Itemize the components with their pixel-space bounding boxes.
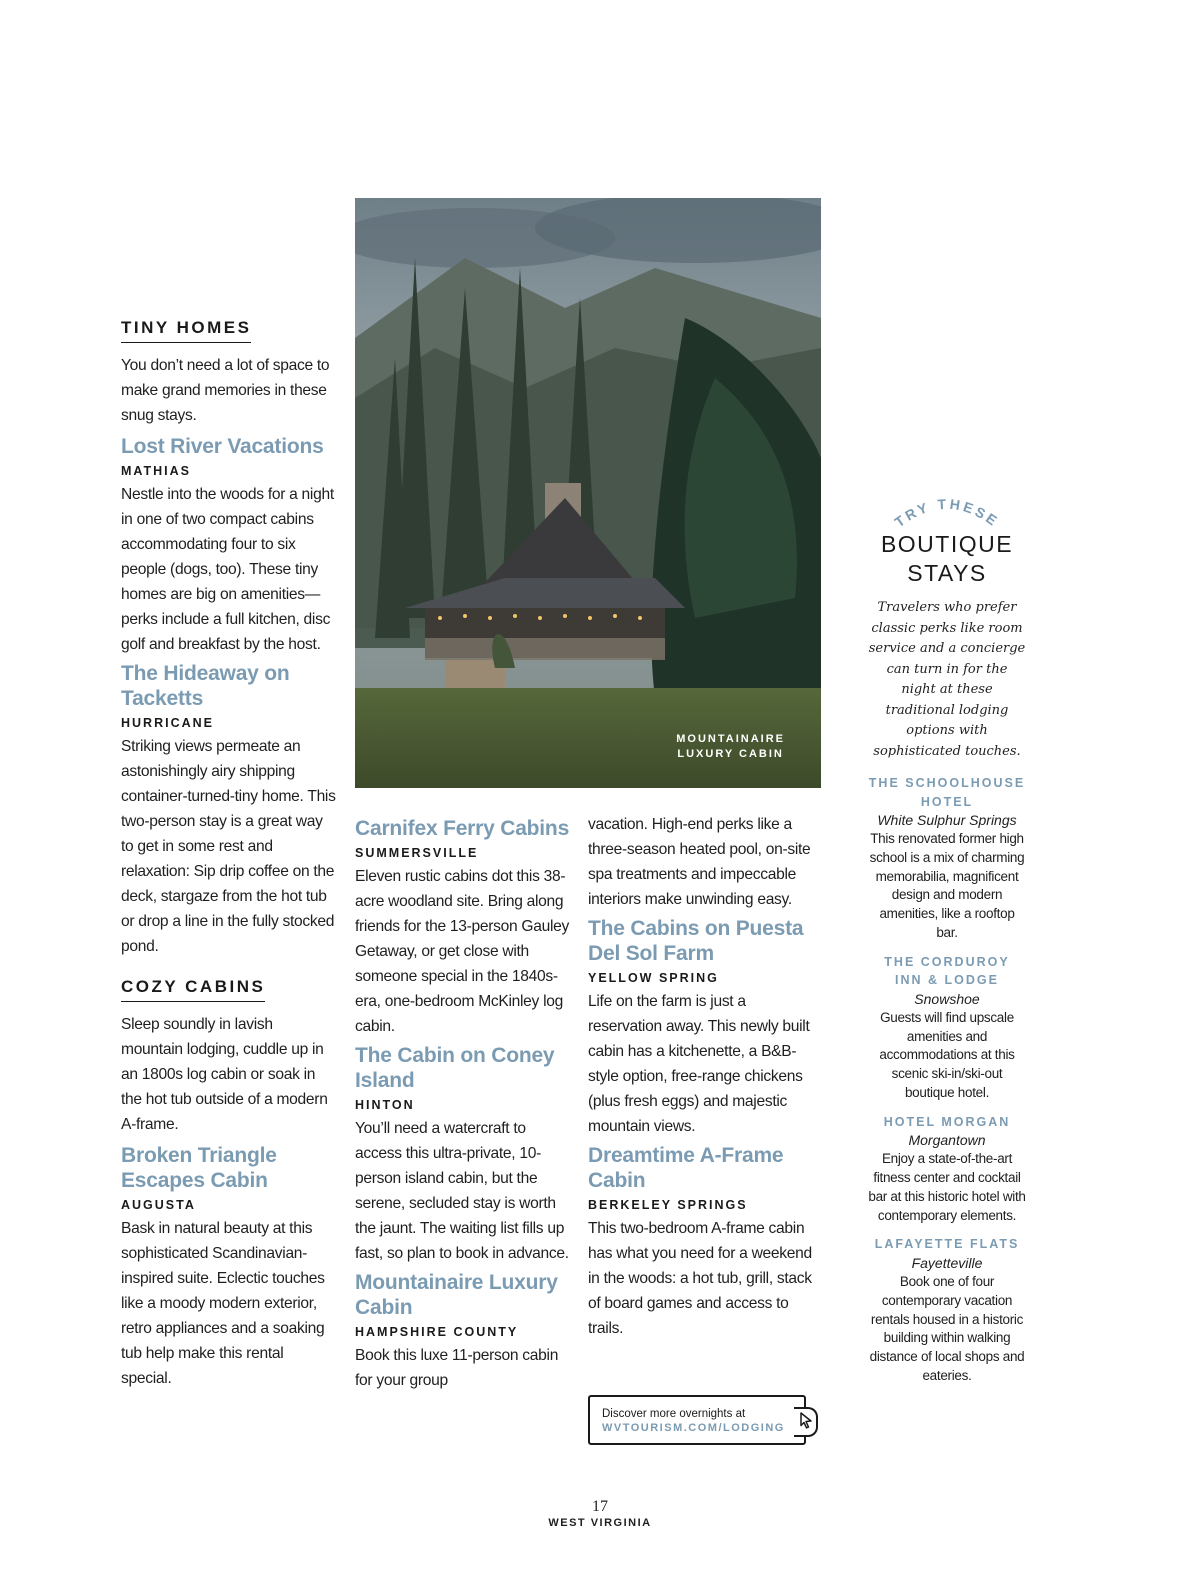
publication-name: WEST VIRGINIA [548,1517,652,1529]
lodging-link[interactable]: WVTOURISM.COM/LODGING [602,1422,785,1434]
page-footer [0,1498,1200,1530]
listing-title: The Hideaway on Tacketts [121,662,290,710]
listing-title: Mountainaire Luxury Cabin [355,1271,558,1319]
listing-description: This two-bedroom A-frame cabin has what you need for a weekend in the woods: a hot tub, grill, stack of board games and access to trails. [588,1220,812,1337]
hotel-description: This renovated former high school is a mix of charming memorabilia, magnificent design and modern amenities, like a rooftop bar. [869,831,1025,940]
boutique-intro: Travelers who prefer classic perks like room service and a concierge can turn in for the night at these traditional lodging options with sophisticated touches. [868,600,1026,759]
hotel-description: Guests will find upscale amenities and accommodations at this scenic ski-in/ski-out boutique hotel. [879,1009,1015,1100]
hotel-description: Enjoy a state-of-the-art fitness center and cocktail bar at this historic hotel with contemporary elements. [868,1151,1026,1223]
listing-location: AUGUSTA [121,1198,196,1212]
column-three [588,812,813,1341]
listing-description-continued: vacation. High-end perks like a three-season heated pool, on-site spa treatments and impeccable interiors make unwinding easy. [588,816,811,908]
listing-description: Eleven rustic cabins dot this 38-acre woodland site. Bring along friends for the 13-person Gauley Getaway, or get close with someone special in the 1840s-era, one-bedroom McKinley log cabin. [355,868,570,1035]
listing-description: Nestle into the woods for a night in one of two compact cabins accommodating four to six people (dogs, too). These tiny homes are big on amenities—perks include a full kitchen, disc golf and breakfast by the host. [121,486,334,653]
discover-more-callout[interactable] [588,1395,806,1445]
caption-line: LUXURY CABIN [677,748,784,760]
hotel-description: Book one of four contemporary vacation rentals housed in a historic building within walking distance of local shops and eateries. [869,1273,1025,1383]
cozy-cabins-heading: COZY CABINS [121,977,265,1002]
hotel-name: THE CORDUROY INN & LODGE [884,954,1010,988]
listing-location: HINTON [355,1098,415,1112]
hotel-name: LAFAYETTE FLATS [874,1237,1020,1252]
listing-location: MATHIAS [121,464,192,478]
listing-location: HURRICANE [121,716,214,730]
heading-line: STAYS [907,560,987,586]
listing-title: Lost River Vacations [121,435,324,458]
listing-location: SUMMERSVILLE [355,846,479,860]
kicker-text: TRY THESE [891,495,1003,530]
page-number: 17 [592,1498,608,1515]
svg-text:TRY THESE [892,496,1003,530]
column-one [121,318,336,1391]
cozy-cabins-intro: Sleep soundly in lavish mountain lodging, cuddle up in an 1800s log cabin or soak in the hot tub outside of a modern A-frame. [121,1016,328,1133]
boutique-stays-sidebar [868,488,1026,1396]
listing-title: The Cabin on Coney Island [355,1044,555,1092]
listing-title: Carnifex Ferry Cabins [355,817,570,840]
listing-description: Life on the farm is just a reservation away. This newly built cabin has a kitchenette, a B&B-style option, free-range chickens (plus fresh eggs) and majestic mountain views. [588,993,810,1135]
listing-description: Striking views permeate an astonishingly airy shipping container-turned-tiny home. This two-person stay is a great way to get in some rest and relaxation: Sip drip coffee on the deck, stargaze from the hot tub or drop a line in the fully stocked pond. [121,738,336,955]
hotel-name: HOTEL MORGAN [883,1114,1011,1129]
listing-description: You’ll need a watercraft to access this ultra-private, 10-person island cabin, but the serene, secluded stay is worth the jaunt. The waiting list fills up fast, so plan to book in advance. [355,1120,569,1262]
column-two [355,812,570,1393]
cabin-photo [355,198,821,788]
listing-location: HAMPSHIRE COUNTY [355,1325,519,1339]
listing-description: Bask in natural beauty at this sophisticated Scandinavian-inspired suite. Eclectic touches like a moody modern exterior, retro appliances and a soaking tub help make this rental special. [121,1220,325,1387]
listing-title: Dreamtime A-Frame Cabin [588,1144,784,1192]
listing-location: BERKELEY SPRINGS [588,1198,748,1212]
hotel-city: Fayetteville [911,1254,983,1271]
hotel-name: THE SCHOOLHOUSE HOTEL [868,776,1026,809]
listing-title: Broken Triangle Escapes Cabin [121,1144,277,1192]
tiny-homes-heading: TINY HOMES [121,318,251,343]
caption-line: MOUNTAINAIRE [676,733,785,745]
photo-caption [676,732,785,762]
listing-title: The Cabins on Puesta Del Sol Farm [588,917,804,965]
callout-text: Discover more overnights at [602,1408,746,1420]
boutique-heading [868,530,1026,588]
mountainaire-cabin-image [355,198,821,788]
hotel-city: White Sulphur Springs [877,812,1017,828]
listing-description: Book this luxe 11-person cabin for your group [355,1347,559,1389]
hotel-city: Morgantown [908,1132,986,1149]
heading-line: BOUTIQUE [880,531,1014,557]
listing-location: YELLOW SPRING [588,971,719,985]
tiny-homes-intro: You don’t need a lot of space to make grand memories in these snug stays. [121,357,330,424]
try-these-kicker [877,488,1017,530]
cursor-click-icon [798,1411,814,1429]
hotel-city: Snowshoe [914,990,980,1007]
